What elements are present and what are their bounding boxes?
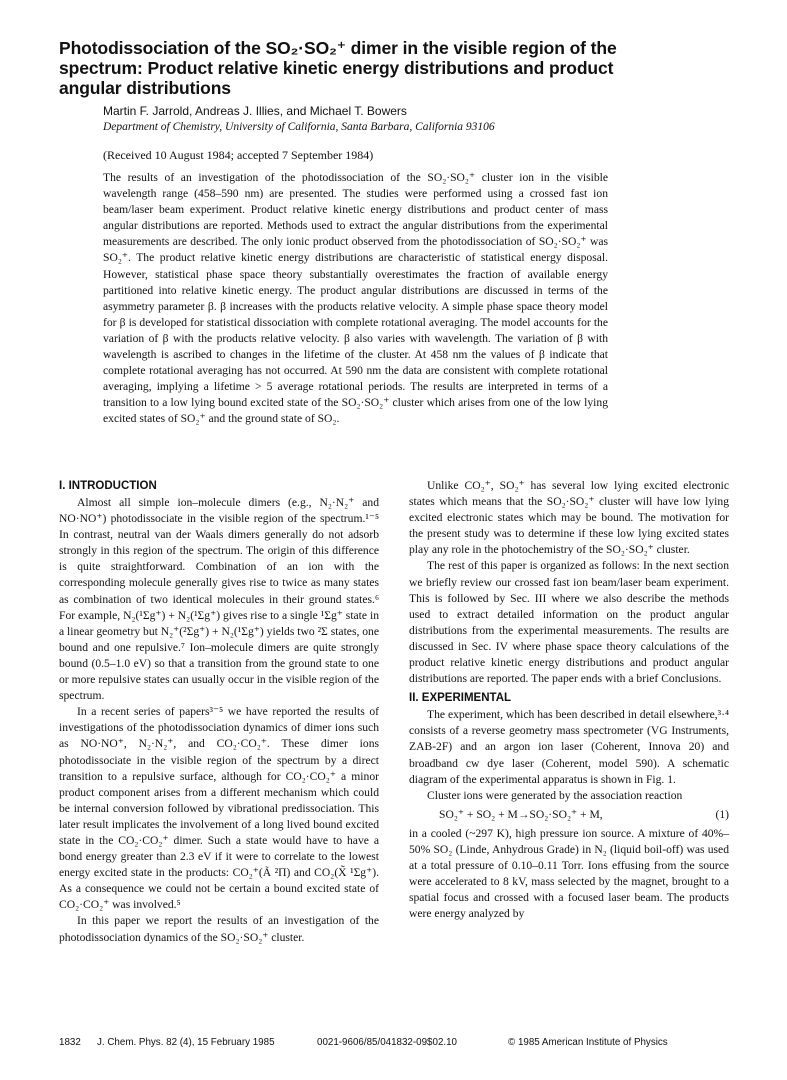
left-column	[59, 478, 379, 946]
intro-paragraph: In this paper we report the results of an investigation of the photodissociation dynamics of the SO₂·SO₂⁺ cluster.	[59, 914, 379, 944]
equation-number: (1)	[715, 807, 729, 821]
article-title: Photodissociation of the SO₂·SO₂⁺ dimer in the visible region of the spectrum: Product relative kinetic energy distributions and product angular distributions	[59, 38, 617, 98]
article-code: 0021-9606/85/041832-09$02.10	[317, 1037, 458, 1048]
experimental-paragraph: Cluster ions were generated by the association reaction	[427, 788, 683, 802]
affiliation: Department of Chemistry, University of California, Santa Barbara, California 93106	[103, 121, 495, 133]
journal-citation: J. Chem. Phys. 82 (4), 15 February 1985	[97, 1037, 275, 1048]
page-number: 1832	[59, 1037, 81, 1048]
intro-paragraph: The rest of this paper is organized as follows: In the next section we briefly review our crossed fast ion beam/laser beam experiment. This is followed by Sec. III where we also describe the methods used to extract detailed information on the product angular distributions from the experimental measurements. The results are discussed in Sec. IV where phase space theory calculations of the product relative kinetic energy distributions and product angular distributions are reported. The paper ends with a brief Conclusions.	[409, 559, 729, 686]
section-heading-introduction: I. INTRODUCTION	[59, 480, 157, 492]
experimental-paragraph: in a cooled (~297 K), high pressure ion source. A mixture of 40%–50% SO₂ (Linde, Anhydrous Grade) in N₂ (liquid boil-off) was used at a total pressure of 0.10–0.11 Torr. Ions effusing from the source were accelerated to 8 kV, mass selected by the magnet, brought to a spatial focus and crossed with a focused laser beam. The products were energy analyzed by	[409, 826, 729, 921]
intro-paragraph: In a recent series of papers³⁻⁵ we have reported the results of investigations of the photodissociation dynamics of dimer ions such as NO·NO⁺, N₂·N₂⁺, and CO₂·CO₂⁺. These dimer ions photodissociate in the visible region of the spectrum by a direct transition to a repulsive surface, although for CO₂·CO₂⁺ a minor product component arises from a different mechanism which could be internal conversion followed by vibrational predissociation. This later result implicates the involvement of a long lived bound excited state in the CO₂·CO₂⁺ dimer. Such a state would have to have a bond energy greater than 2.3 eV if it were to correlate to the lowest energy excited state in the products: CO₂⁺(Ã ²Π) and CO₂(X̃ ¹Σg⁺). As a consequence we could not be certain a bound excited state of CO₂·CO₂⁺ was involved.⁵	[59, 705, 379, 912]
copyright-notice: © 1985 American Institute of Physics	[508, 1037, 668, 1048]
intro-paragraph: Unlike CO₂⁺, SO₂⁺ has several low lying excited electronic states which means that the SO₂·SO₂⁺ cluster will have low lying excited electronic states which may be bound. The motivation for the present study was to determine if these low lying excited states play any role in the photochemistry of the SO₂·SO₂⁺ cluster.	[409, 479, 729, 557]
right-column	[409, 478, 729, 922]
abstract: The results of an investigation of the photodissociation of the SO₂·SO₂⁺ cluster ion in the visible wavelength range (458–590 nm) are presented. The studies were performed using a crossed fast ion beam/laser beam experiment. Product relative kinetic energy distributions and product center of mass angular distributions are reported. Methods used to extract the angular distributions from the experimental measurements are described. The only ionic product observed from the photodissociation of SO₂·SO₂⁺ was SO₂⁺. The product relative kinetic energy distributions are characteristic of statistical energy disposal. However, statistical phase space theory substantially overestimates the fraction of available energy partitioned into relative kinetic energy. The product angular distributions are discussed in terms of the asymmetry parameter β. β increases with the products relative velocity. A simple phase space theory model for β is developed for statistical dissociation with complete rotational averaging. The model accounts for the variation of β with the products relative velocity. β also varies with wavelength. The variation of β with wavelength is ascribed to changes in the lifetime of the cluster. At 458 nm the values of β indicate that complete rotational averaging has not occurred. At 590 nm the data are consistent with complete rotational averaging, implying a lifetime > 5 average rotational periods. The results are interpreted in terms of a transition to a low lying bound excited state of the SO₂·SO₂⁺ cluster which arises from one of the low lying excited states of SO₂⁺ and the ground state of SO₂.	[103, 171, 608, 426]
author-list: Martin F. Jarrold, Andreas J. Illies, and Michael T. Bowers	[103, 104, 407, 118]
equation	[409, 804, 729, 826]
intro-paragraph: Almost all simple ion–molecule dimers (e.g., N₂·N₂⁺ and NO·NO⁺) photodissociate in the visible region of the spectrum.¹⁻⁵ In contrast, neutral van der Waals dimers generally do not adsorb strongly in this region of the spectrum. The origin of this difference is quite straightforward. Combination of an ion with the corresponding molecule generally gives rise to twice as many states as combination of two identical molecules in their ground states.⁶ For example, N₂(¹Σg⁺) + N₂(¹Σg⁺) gives rise to a single ¹Σg⁺ state in a linear geometry but N₂⁺(²Σg⁺) + N₂(¹Σg⁺) yields two ²Σ states, one bound and one repulsive.⁷ Ion–molecule dimers are quite strongly bound (0.5–1.0 eV) so that a transition from the ground state to one or more repulsive states can usually occur in the visible region of the spectrum.	[59, 496, 379, 703]
section-heading-experimental: II. EXPERIMENTAL	[409, 692, 512, 705]
equation-body: SO₂⁺ + SO₂ + M→SO₂·SO₂⁺ + M,	[439, 807, 603, 821]
experimental-paragraph: The experiment, which has been described in detail elsewhere,³·⁴ consists of a reverse geometry mass spectrometer (VG Instruments, ZAB-2F) and an argon ion laser (Coherent, Innova 20) and broadband cw dye laser (Coherent, model 590). A schematic diagram of the experimental apparatus is shown in Fig. 1.	[409, 708, 729, 786]
received-dates: (Received 10 August 1984; accepted 7 September 1984)	[103, 148, 374, 162]
